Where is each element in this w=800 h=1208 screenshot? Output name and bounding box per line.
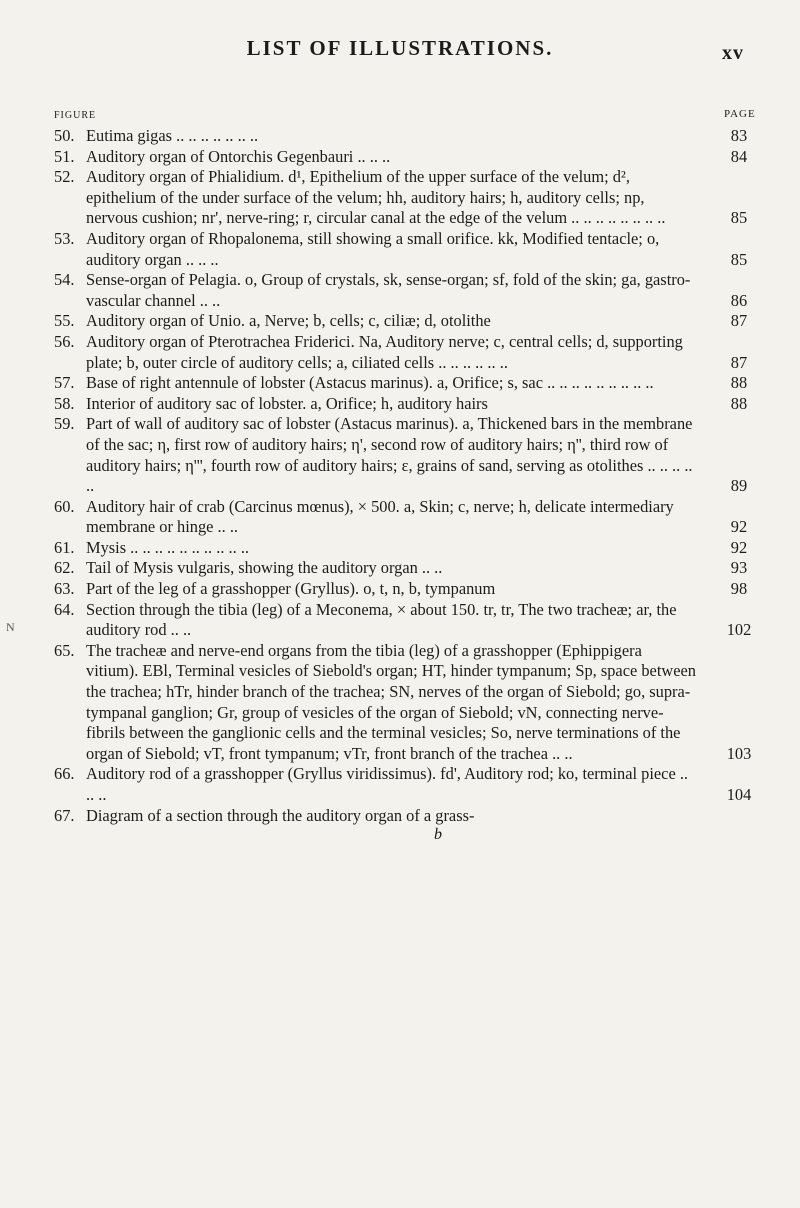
list-item xyxy=(54,229,754,270)
page-reference: 88 xyxy=(730,393,748,413)
figure-caption: Auditory organ of Rhopalonema, still showing a small orifice. kk, Modified tentacle; o, auditory organ .. .. .. xyxy=(86,228,660,269)
list-item xyxy=(54,332,754,373)
list-item xyxy=(54,579,754,600)
figure-caption: Section through the tibia (leg) of a Meconema, × about 150. tr, tr, The two tracheæ; ar, the auditory rod .. .. xyxy=(86,599,677,640)
list-item xyxy=(54,147,754,168)
figure-caption: Sense-organ of Pelagia. o, Group of crystals, sk, sense-organ; sf, fold of the skin; ga, gastro-vascular channel .. .. xyxy=(86,270,691,310)
page-reference: 92 xyxy=(730,537,748,557)
figure-number: 57. xyxy=(54,373,75,393)
list-item xyxy=(54,394,754,415)
list-item xyxy=(54,373,754,394)
list-item xyxy=(54,126,754,147)
list-item xyxy=(54,806,754,827)
figure-caption: Auditory organ of Unio. a, Nerve; b, cells; c, ciliæ; d, otolithe xyxy=(86,311,491,331)
figure-number: 67. xyxy=(54,805,75,825)
list-item xyxy=(54,414,754,496)
page-reference: 83 xyxy=(730,126,748,145)
page-reference: 85 xyxy=(730,249,748,269)
page-reference: 104 xyxy=(726,785,752,804)
figure-caption: Mysis .. .. .. .. .. .. .. .. .. .. xyxy=(86,537,250,557)
page-reference: 84 xyxy=(730,146,748,166)
figure-caption: Auditory organ of Phialidium. d¹, Epithelium of the upper surface of the velum; d², epithelium of the under surface of the velum; hh, auditory hairs; h, auditory cells; np, nervous cushion; nr', nerve-ring; r, circular canal at the edge of the velum .. .. .. .. .. .. .. .. xyxy=(86,167,666,228)
page-number: xv xyxy=(722,42,744,64)
list-item xyxy=(54,311,754,332)
figure-number: 55. xyxy=(54,311,75,331)
list-item xyxy=(54,538,754,559)
figure-caption: Eutima gigas .. .. .. .. .. .. .. xyxy=(86,126,259,145)
figure-caption: Base of right antennule of lobster (Astacus marinus). a, Orifice; s, sac .. .. .. .. .. .. .. .. .. xyxy=(86,373,654,393)
figure-number: 51. xyxy=(54,146,75,166)
figure-caption: Part of the leg of a grasshopper (Gryllus). o, t, n, b, tympanum xyxy=(86,579,496,599)
page-reference: 98 xyxy=(730,579,748,599)
figure-number: 53. xyxy=(54,228,75,248)
figure-number: 50. xyxy=(54,126,75,145)
list-item xyxy=(54,558,754,579)
list-item xyxy=(54,497,754,538)
page-reference: 87 xyxy=(730,311,748,331)
list-item xyxy=(54,764,754,805)
list-item xyxy=(54,600,754,641)
page-reference: 88 xyxy=(730,373,748,393)
signature-mark: b xyxy=(434,826,442,844)
figure-number: 60. xyxy=(54,496,75,516)
figure-number: 54. xyxy=(54,270,75,290)
page-title: LIST OF ILLUSTRATIONS. xyxy=(246,36,554,60)
page-reference: 89 xyxy=(730,476,748,496)
figure-number: 52. xyxy=(54,167,75,187)
figure-number: 62. xyxy=(54,558,75,578)
figure-caption: Auditory organ of Pterotrachea Friderici. Na, Auditory nerve; c, central cells; d, supporting plate; b, outer circle of auditory cells; a, ciliated cells .. .. .. .. .. .. xyxy=(86,331,683,372)
figure-caption: Part of wall of auditory sac of lobster (Astacus marinus). a, Thickened bars in the membrane of the sac; η, first row of auditory hairs; η', second row of auditory hairs; η'', third row of auditory hairs; η''', fourth row of auditory hairs; ε, grains of sand, serving as otolithes .. .. .. .. .. xyxy=(86,414,693,496)
figure-caption: Tail of Mysis vulgaris, showing the auditory organ .. .. xyxy=(86,558,443,578)
figure-caption: Interior of auditory sac of lobster. a, Orifice; h, auditory hairs xyxy=(86,393,488,413)
figure-caption: Auditory organ of Ontorchis Gegenbauri .. .. .. xyxy=(86,146,391,166)
figure-number: 66. xyxy=(54,764,75,784)
margin-mark: N xyxy=(6,620,15,634)
figure-number: 64. xyxy=(54,599,75,619)
figure-number: 65. xyxy=(54,640,75,660)
figure-number: 59. xyxy=(54,414,75,434)
page-reference: 103 xyxy=(726,743,752,763)
list-item xyxy=(54,167,754,229)
page-column-header: PAGE xyxy=(724,108,756,120)
figure-number: 63. xyxy=(54,579,75,599)
page-reference: 86 xyxy=(730,290,748,310)
page-reference: 102 xyxy=(726,620,752,640)
page-reference: 85 xyxy=(730,208,748,228)
figure-caption: Diagram of a section through the auditory organ of a grass- xyxy=(86,805,475,825)
list-item xyxy=(54,641,754,765)
figure-caption: Auditory hair of crab (Carcinus mœnus), × 500. a, Skin; c, nerve; h, delicate intermediary membrane or hinge .. .. xyxy=(86,496,674,537)
illustration-list xyxy=(54,126,754,844)
page-reference: 93 xyxy=(730,558,748,578)
page-reference: 87 xyxy=(730,352,748,372)
figure-number: 56. xyxy=(54,331,75,351)
figure-number: 58. xyxy=(54,393,75,413)
figure-caption: Auditory rod of a grasshopper (Gryllus viridissimus). fd', Auditory rod; ko, terminal piece .. .. .. xyxy=(86,764,689,804)
page-reference: 92 xyxy=(730,517,748,537)
list-item xyxy=(54,270,754,311)
figure-number: 61. xyxy=(54,537,75,557)
figure-column-header: FIGURE xyxy=(54,110,97,121)
figure-caption: The tracheæ and nerve-end organs from the tibia (leg) of a grasshopper (Ephippigera vitium). EBl, Terminal vesicles of Siebold's organ; HT, hinder tympanum; Sp, space between the trachea; hTr, hinder branch of the trachea; SN, nerves of the organ of Siebold; go, supra-tympanal ganglion; Gr, group of vesicles of the organ of Siebold; vN, connecting nerve-fibrils between the ganglionic cells and the terminal vesicles; So, nerve terminations of the organ of Siebold; vT, front tympanum; vTr, front branch of the trachea .. .. xyxy=(86,640,696,763)
